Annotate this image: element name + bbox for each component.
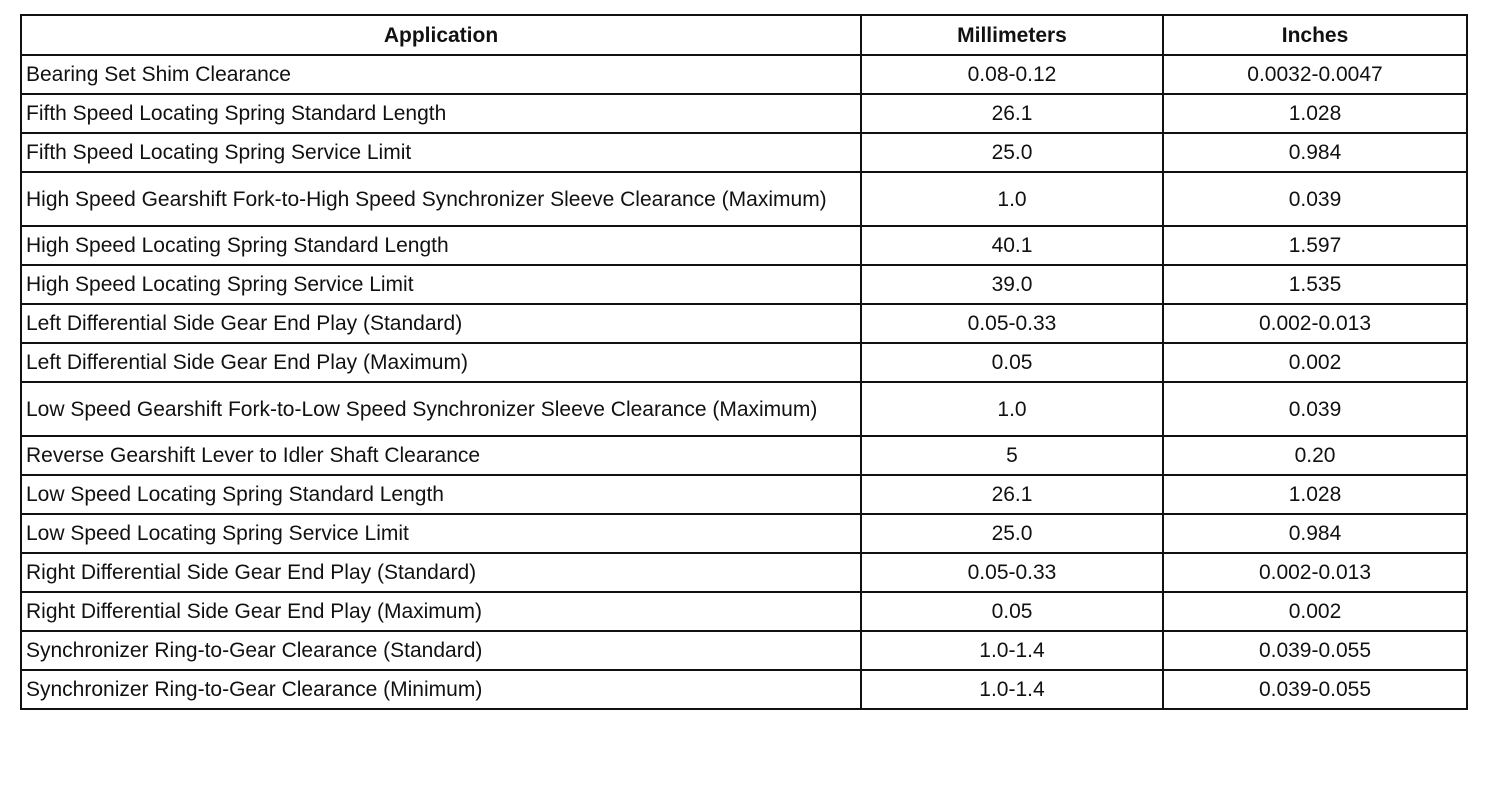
millimeters-cell: 5 xyxy=(861,436,1163,475)
table-row xyxy=(21,133,1467,172)
millimeters-cell: 40.1 xyxy=(861,226,1163,265)
millimeters-cell: 0.05 xyxy=(861,343,1163,382)
application-cell: Left Differential Side Gear End Play (Standard) xyxy=(21,304,861,343)
millimeters-cell: 1.0 xyxy=(861,172,1163,226)
inches-cell: 0.002 xyxy=(1163,343,1467,382)
table-row xyxy=(21,631,1467,670)
application-cell: Bearing Set Shim Clearance xyxy=(21,55,861,94)
inches-cell: 1.028 xyxy=(1163,94,1467,133)
inches-cell: 0.984 xyxy=(1163,133,1467,172)
application-cell: Low Speed Locating Spring Standard Length xyxy=(21,475,861,514)
inches-cell: 1.597 xyxy=(1163,226,1467,265)
inches-cell: 0.039 xyxy=(1163,382,1467,436)
application-cell: Fifth Speed Locating Spring Standard Length xyxy=(21,94,861,133)
millimeters-cell: 0.05-0.33 xyxy=(861,553,1163,592)
inches-cell: 0.039-0.055 xyxy=(1163,631,1467,670)
table-row xyxy=(21,592,1467,631)
table-row xyxy=(21,343,1467,382)
header-row xyxy=(21,15,1467,55)
application-cell: High Speed Locating Spring Service Limit xyxy=(21,265,861,304)
application-cell: Right Differential Side Gear End Play (Standard) xyxy=(21,553,861,592)
inches-cell: 0.039 xyxy=(1163,172,1467,226)
millimeters-cell: 39.0 xyxy=(861,265,1163,304)
millimeters-cell: 0.08-0.12 xyxy=(861,55,1163,94)
table-row xyxy=(21,226,1467,265)
inches-cell: 0.002-0.013 xyxy=(1163,304,1467,343)
table-body xyxy=(21,55,1467,709)
header-millimeters: Millimeters xyxy=(861,15,1163,55)
table-row xyxy=(21,475,1467,514)
inches-cell: 0.0032-0.0047 xyxy=(1163,55,1467,94)
millimeters-cell: 1.0-1.4 xyxy=(861,631,1163,670)
table-row xyxy=(21,265,1467,304)
header-inches: Inches xyxy=(1163,15,1467,55)
inches-cell: 1.028 xyxy=(1163,475,1467,514)
millimeters-cell: 0.05 xyxy=(861,592,1163,631)
application-cell: Right Differential Side Gear End Play (Maximum) xyxy=(21,592,861,631)
application-cell: High Speed Locating Spring Standard Length xyxy=(21,226,861,265)
table-row xyxy=(21,553,1467,592)
application-cell: High Speed Gearshift Fork-to-High Speed Synchronizer Sleeve Clearance (Maximum) xyxy=(21,172,861,226)
table-row xyxy=(21,514,1467,553)
table-row xyxy=(21,436,1467,475)
millimeters-cell: 25.0 xyxy=(861,133,1163,172)
inches-cell: 0.039-0.055 xyxy=(1163,670,1467,709)
inches-cell: 0.002-0.013 xyxy=(1163,553,1467,592)
inches-cell: 0.20 xyxy=(1163,436,1467,475)
table-header xyxy=(21,15,1467,55)
table-row xyxy=(21,382,1467,436)
table-row xyxy=(21,304,1467,343)
application-cell: Fifth Speed Locating Spring Service Limit xyxy=(21,133,861,172)
millimeters-cell: 1.0-1.4 xyxy=(861,670,1163,709)
table-row xyxy=(21,172,1467,226)
inches-cell: 0.984 xyxy=(1163,514,1467,553)
millimeters-cell: 1.0 xyxy=(861,382,1163,436)
table-row xyxy=(21,55,1467,94)
specifications-table xyxy=(20,14,1468,710)
table-row xyxy=(21,670,1467,709)
application-cell: Low Speed Gearshift Fork-to-Low Speed Synchronizer Sleeve Clearance (Maximum) xyxy=(21,382,861,436)
application-cell: Low Speed Locating Spring Service Limit xyxy=(21,514,861,553)
millimeters-cell: 25.0 xyxy=(861,514,1163,553)
application-cell: Synchronizer Ring-to-Gear Clearance (Standard) xyxy=(21,631,861,670)
inches-cell: 0.002 xyxy=(1163,592,1467,631)
inches-cell: 1.535 xyxy=(1163,265,1467,304)
millimeters-cell: 26.1 xyxy=(861,475,1163,514)
application-cell: Left Differential Side Gear End Play (Maximum) xyxy=(21,343,861,382)
millimeters-cell: 26.1 xyxy=(861,94,1163,133)
application-cell: Reverse Gearshift Lever to Idler Shaft Clearance xyxy=(21,436,861,475)
application-cell: Synchronizer Ring-to-Gear Clearance (Minimum) xyxy=(21,670,861,709)
table-row xyxy=(21,94,1467,133)
millimeters-cell: 0.05-0.33 xyxy=(861,304,1163,343)
header-application: Application xyxy=(21,15,861,55)
